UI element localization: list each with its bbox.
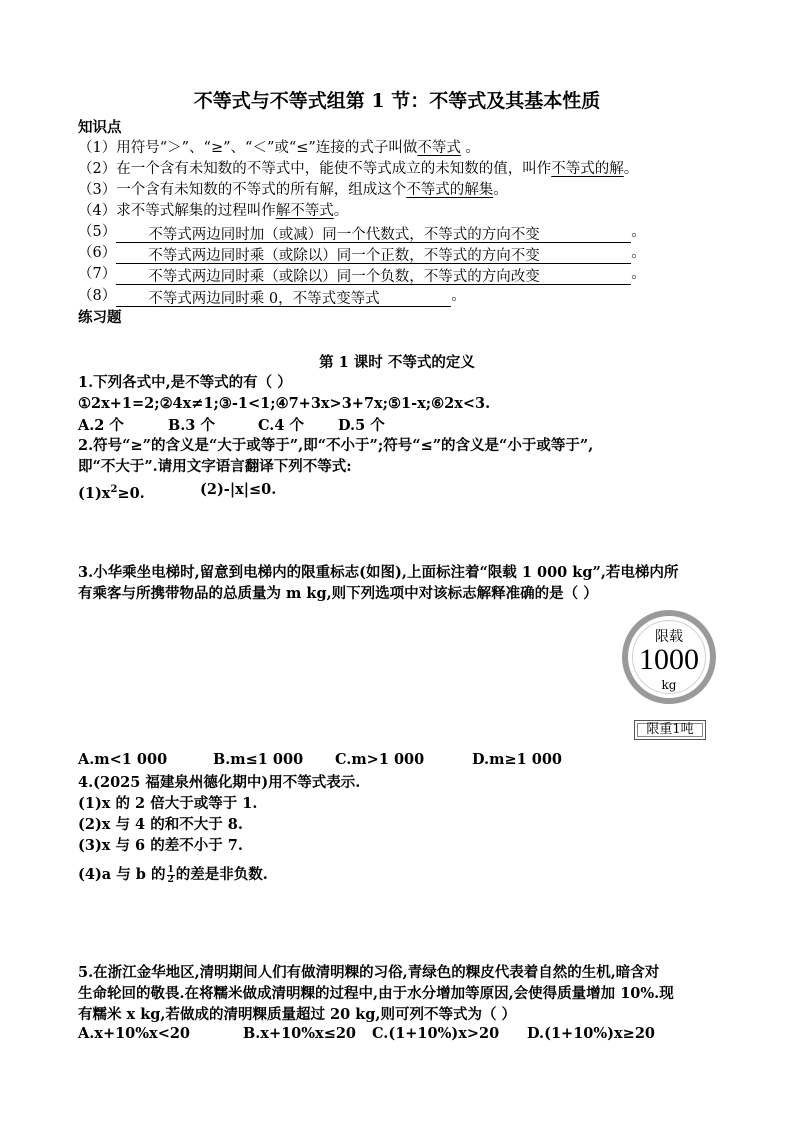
weight-limit-plate: 限重1吨: [634, 720, 706, 740]
q2-sub1-b: ≥0.: [117, 484, 145, 502]
kp7-num: （7）: [78, 266, 117, 282]
kp1-end: 。: [460, 140, 480, 156]
q1-items: ①2x+1=2;②4x≠1;③-1<1;④7+3x>3+7x;⑤1-x;⑥2x<3.: [78, 395, 491, 412]
q2-sub1-a: (1)x: [78, 484, 111, 502]
q1-option-a: A.2 个: [78, 417, 124, 434]
knowledge-heading: 知识点: [78, 119, 122, 136]
sign-limit-label: 限载: [655, 629, 683, 645]
q3-line-1: 3.小华乘坐电梯时,留意到电梯内的限重标志(如图),上面标注着“限载 1 000 kg”,若电梯内所: [78, 564, 679, 581]
kp4-end: 。: [333, 203, 349, 219]
kp7-end: 。: [631, 266, 646, 282]
kp1-text: （1）用符号“＞”、“≥”、“＜”或“≤”连接的式子叫做: [78, 140, 418, 156]
q5-option-d: D.(1+10%)x≥20: [527, 1025, 655, 1042]
q3-line-2: 有乘客与所携带物品的总质量为 m kg,则下列选项中对该标志解释准确的是（ ）: [78, 585, 598, 602]
kp2-answer: 不等式的解: [551, 161, 624, 177]
knowledge-point-2: [78, 159, 638, 180]
knowledge-point-7: [78, 264, 646, 285]
kp7-answer: 不等式两边同时乘（或除以）同一个负数，不等式的方向改变: [148, 269, 540, 285]
kp6-end: 。: [631, 245, 646, 261]
q4-sub-1: (1)x 的 2 倍大于或等于 1.: [78, 795, 258, 812]
q1-stem: 1.下列各式中,是不等式的有（ ）: [78, 374, 292, 391]
knowledge-point-1: [78, 138, 480, 159]
kp5-num: （5）: [78, 224, 117, 240]
q5-option-a: A.x+10%x<20: [78, 1025, 191, 1042]
kp5-answer: 不等式两边同时加（或减）同一个代数式，不等式的方向不变: [148, 227, 540, 243]
practice-heading: 练习题: [78, 309, 122, 326]
q4-sub-3: (3)x 与 6 的差不小于 7.: [78, 837, 243, 854]
kp7-answer-blank: [116, 267, 631, 285]
q2-sub1-exponent: 2: [110, 484, 118, 495]
q4-sub4-a: (4)a 与 b 的: [78, 866, 166, 883]
q2-line-1: 2.符号“≥”的含义是“大于或等于”,即“不小于”;符号“≤”的含义是“小于或等于”,: [78, 437, 594, 454]
kp4-answer: 解不等式: [275, 203, 334, 219]
kp2-text: （2）在一个含有未知数的不等式中，能使不等式成立的未知数的值，叫作: [78, 161, 552, 177]
q2-line-2: 即“不大于”.请用文字语言翻译下列不等式:: [78, 458, 352, 475]
q5-option-b: B.x+10%x≤20: [243, 1025, 357, 1042]
kp8-end: 。: [451, 288, 466, 304]
q2-sub-2: (2)-|x|≤0.: [200, 481, 277, 498]
q2-sub-1: [78, 479, 145, 504]
kp2-end: 。: [623, 161, 639, 177]
kp5-answer-blank: [116, 225, 631, 243]
page-title: 不等式与不等式组第 1 节：不等式及其基本性质: [193, 90, 601, 112]
q5-line-1: 5.在浙江金华地区,清明期间人们有做清明粿的习俗,青绿色的粿皮代表着自然的生机,暗含对: [78, 964, 660, 981]
q4-sub-4: [78, 864, 268, 885]
q4-sub4-b: 的差是非负数.: [175, 866, 268, 883]
knowledge-point-5: [78, 222, 646, 243]
kp1-answer: 不等式: [417, 140, 461, 156]
q3-option-a: A.m<1 000: [78, 751, 168, 768]
q1-option-c: C.4 个: [258, 417, 304, 434]
q4-fraction-numerator: 1: [167, 864, 174, 875]
q4-sub-2: (2)x 与 4 的和不大于 8.: [78, 816, 243, 833]
kp3-answer: 不等式的解集: [406, 182, 494, 198]
q5-option-c: C.(1+10%)x>20: [372, 1025, 500, 1042]
q3-option-c: C.m>1 000: [335, 751, 425, 768]
kp4-text: （4）求不等式解集的过程叫作: [78, 203, 276, 219]
kp8-num: （8）: [78, 288, 117, 304]
knowledge-point-6: [78, 243, 646, 264]
q4-stem: 4.(2025 福建泉州德化期中)用不等式表示.: [78, 774, 361, 791]
kp3-end: 。: [493, 182, 508, 198]
knowledge-point-3: [78, 180, 508, 201]
q4-fraction: [167, 866, 175, 885]
kp6-answer: 不等式两边同时乘（或除以）同一个正数，不等式的方向不变: [148, 248, 540, 264]
q5-line-3: 有糯米 x kg,若做成的清明粿质量超过 20 kg,则可列不等式为（ ）: [78, 1006, 517, 1023]
q1-option-d: D.5 个: [338, 417, 385, 434]
knowledge-point-8: [78, 286, 466, 307]
kp3-text: （3）一个含有未知数的不等式的所有解，组成这个: [78, 182, 407, 198]
sign-limit-number: 1000: [639, 643, 699, 676]
kp6-answer-blank: [116, 246, 631, 264]
kp5-end: 。: [631, 224, 646, 240]
kp6-num: （6）: [78, 245, 117, 261]
q3-option-d: D.m≥1 000: [472, 751, 563, 768]
knowledge-point-4: [78, 201, 348, 222]
q3-option-b: B.m≤1 000: [213, 751, 304, 768]
q1-option-b: B.3 个: [168, 417, 215, 434]
kp8-answer-blank: [116, 289, 451, 307]
sign-limit-unit: kg: [661, 678, 677, 692]
load-limit-sign: [622, 610, 716, 704]
lesson-title: 第 1 课时 不等式的定义: [319, 354, 475, 371]
q5-line-2: 生命轮回的敬畏.在将糯米做成清明粿的过程中,由于水分增加等原因,会使得质量增加 10%.现: [78, 985, 674, 1002]
kp8-answer: 不等式两边同时乘 0，不等式变等式: [148, 291, 380, 307]
q4-fraction-denominator: 2: [167, 874, 174, 885]
